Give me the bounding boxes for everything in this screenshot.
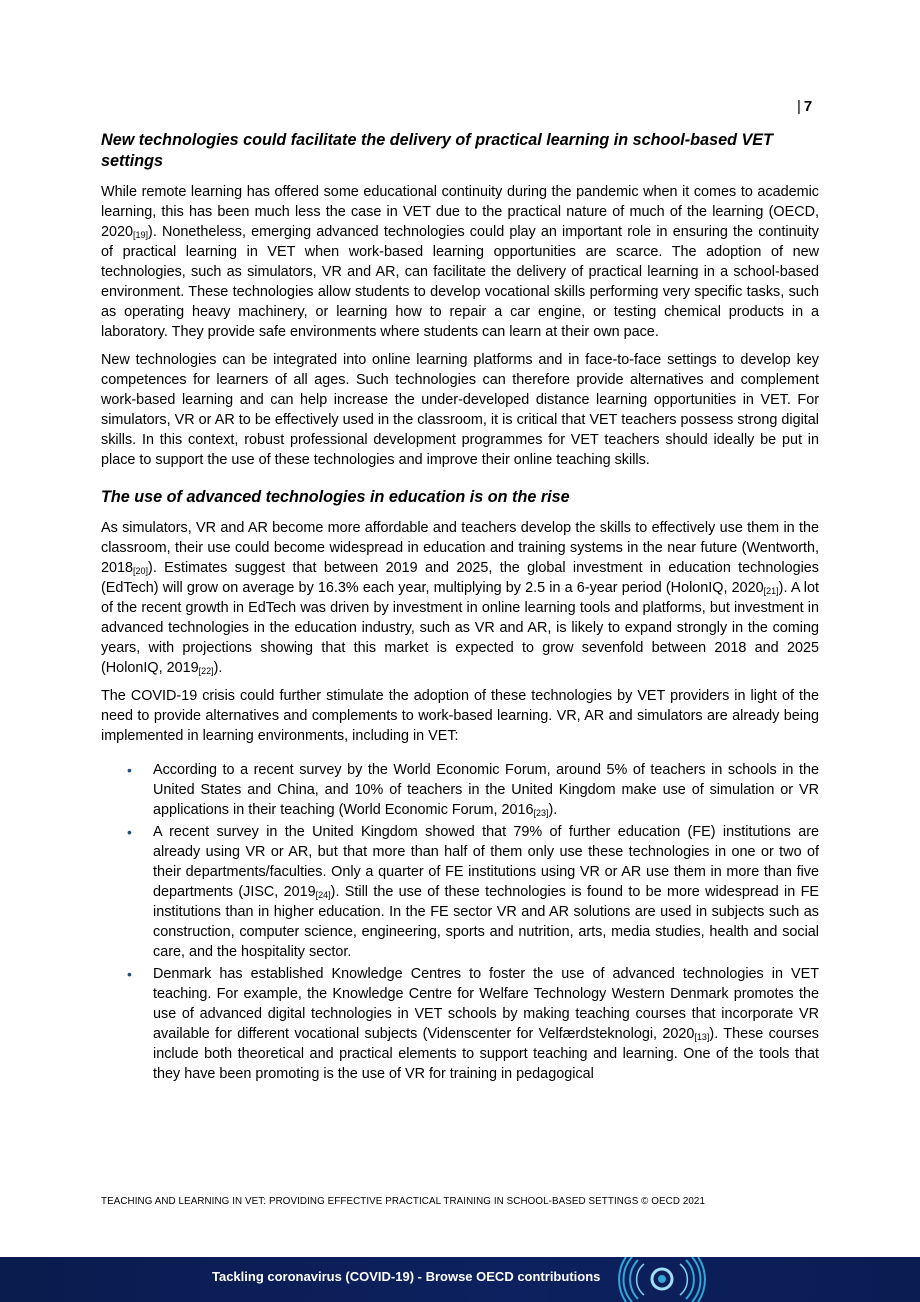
text: ). A lot of the recent growth in EdTech was driven by investment in online learning tools and platforms, but investment in advanced technologies in the education industry, such as VR and AR, is likely to expand strongly in the coming years, with projections showing that this market is expected to grow sevenfold between 2018 and 2025 (HolonIQ, 2019 (101, 580, 819, 676)
main-content (101, 130, 819, 1086)
text: As simulators, VR and AR become more affordable and teachers develop the skills to effectively use them in the classroom, their use could become widespread in education and training systems in the near future (Wentworth, 2018 (101, 520, 819, 576)
list-item (101, 964, 819, 1084)
bullet-icon: • (127, 762, 132, 778)
paragraph-affordability (101, 518, 819, 678)
page-number-divider: | (797, 98, 801, 115)
text: A recent survey in the United Kingdom showed that 79% of further education (FE) institutions are already using VR or AR, but that more than half of them only use these technologies in one or two of their departments/faculties. Only a quarter of FE institutions using VR or AR use them in more than five departments (JISC, 2019 (153, 824, 819, 900)
reference-19[interactable]: [19] (133, 230, 149, 240)
section-heading-advanced-technologies: The use of advanced technologies in education is on the rise (101, 488, 570, 506)
bullet-icon: • (127, 966, 132, 982)
reference-21[interactable]: [21] (763, 586, 779, 596)
text: According to a recent survey by the World Economic Forum, around 5% of teachers in schools in the United States and China, and 10% of teachers in the United Kingdom make use of simulation or VR applications in their teaching (World Economic Forum, 2016 (153, 762, 819, 818)
page-number-value: 7 (803, 98, 813, 115)
reference-22[interactable]: [22] (198, 666, 214, 676)
text: ). These courses include both theoretical and practical elements to support teaching and learning. One of the tools that they have been promoting is the use of VR for training in pedagogical (153, 1026, 820, 1082)
reference-13[interactable]: [13] (694, 1032, 710, 1042)
list-item (101, 760, 819, 820)
oecd-coronavirus-logo-icon (618, 1257, 718, 1302)
banner-link-text[interactable]: Tackling coronavirus (COVID-19) - Browse OECD contributions (212, 1269, 601, 1284)
list-item (101, 822, 819, 962)
text: While remote learning has offered some educational continuity during the pandemic when it comes to academic learning, this has been much less the case in VET due to the practical nature of much of the learning (OECD, 2020 (101, 184, 819, 240)
paragraph-covid-crisis: The COVID-19 crisis could further stimulate the adoption of these technologies by VET providers in light of the need to provide alternatives and complements to work-based learning. VR, AR and simulators are already being implemented in learning environments, including in VET: (101, 688, 819, 744)
text: ). (548, 802, 558, 818)
paragraph-remote-learning (101, 182, 819, 342)
text: ). Still the use of these technologies is found to be more widespread in FE institutions than in higher education. In the FE sector VR and AR solutions are used in subjects such as construction, computer science, engineering, sports and nutrition, arts, media studies, health and social care, and the hospitality sector. (153, 884, 819, 960)
text: ). (213, 660, 223, 676)
reference-20[interactable]: [20] (133, 566, 149, 576)
page-footer: TEACHING AND LEARNING IN VET: PROVIDING EFFECTIVE PRACTICAL TRAINING IN SCHOOL-BASED SETTINGS © OECD 2021 (101, 1196, 706, 1207)
paragraph-integration: New technologies can be integrated into online learning platforms and in face-to-face settings to develop key competences for learners of all ages. Such technologies can therefore provide alternatives and complement work-based learning and can help increase the under-developed distance learning opportunities in VET. For simulators, VR or AR to be effectively used in the classroom, it is critical that VET teachers possess strong digital skills. In this context, robust professional development programmes for VET teachers should ideally be put in place to support the use of these technologies and improve their online teaching skills. (101, 352, 819, 468)
bullet-list (101, 760, 819, 1084)
reference-24[interactable]: [24] (315, 890, 331, 900)
text: Denmark has established Knowledge Centres to foster the use of advanced technologies in VET teaching. For example, the Knowledge Centre for Welfare Technology Western Denmark promotes the use of advanced digital technologies in VET schools by making teaching courses that incorporate VR available for different vocational subjects (Videnscenter for Velfærdsteknologi, 2020 (153, 966, 819, 1042)
reference-23[interactable]: [23] (533, 808, 549, 818)
text: ). Estimates suggest that between 2019 and 2025, the global investment in education technologies (EdTech) will grow on average by 16.3% each year, multiplying by 2.5 in a 6-year period (HolonIQ, 2020 (101, 560, 819, 596)
page-number (797, 97, 812, 117)
section-heading-practical-learning: New technologies could facilitate the delivery of practical learning in school-based VET settings (101, 131, 773, 170)
covid-banner[interactable] (0, 1257, 920, 1302)
text: ). Nonetheless, emerging advanced technologies could play an important role in ensuring the continuity of practical learning in VET when work-based learning opportunities are scarce. The adoption of new technologies, such as simulators, VR and AR, can facilitate the delivery of practical learning in a school-based environment. These technologies allow students to develop vocational skills performing very specific tasks, such as operating heavy machinery, or learning how to repair a car engine, or testing chemical products in a laboratory. They provide safe environments where students can learn at their own pace. (101, 224, 819, 340)
bullet-icon: • (127, 824, 132, 840)
